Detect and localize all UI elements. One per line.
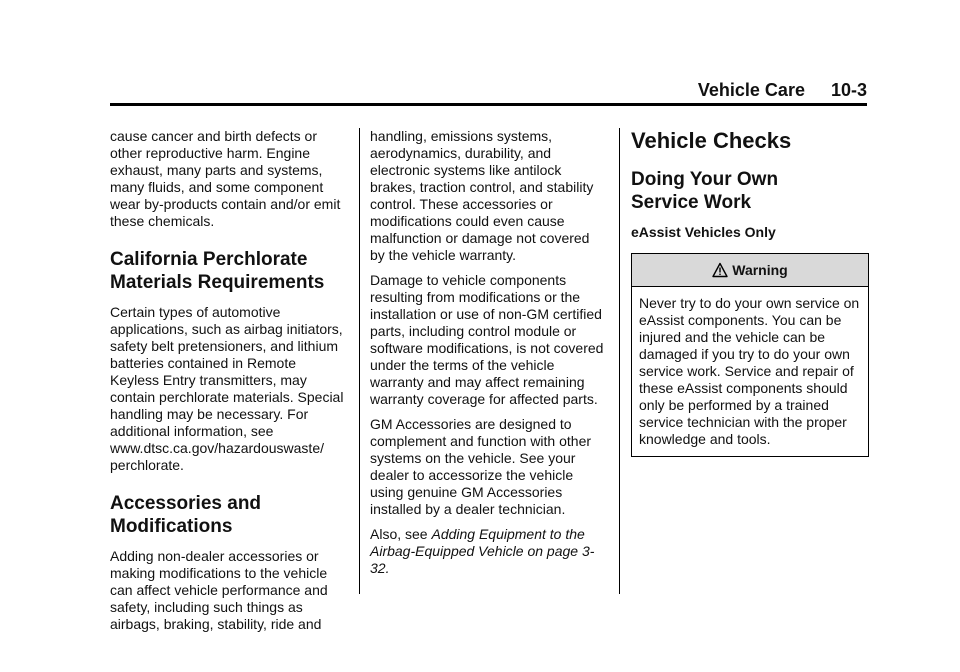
heading-california-perchlorate: California Perchlorate Materials Requirements bbox=[110, 249, 325, 293]
cross-reference-link[interactable]: Adding Equipment to the Airbag-Equipped Vehicle on page 3-32. bbox=[370, 526, 595, 576]
warning-body bbox=[632, 287, 868, 456]
warning-text: Never try to do your own service on eAssist components. You can be injured and the vehicle can be damaged if you try to do your own service work. Service and repair of these eAssist components should only be performed by a trained service technician with the proper knowledge and tools. bbox=[639, 295, 860, 447]
warning-title-bar bbox=[632, 254, 868, 287]
header-rule bbox=[110, 103, 867, 106]
intro-paragraph: cause cancer and birth defects or other reproductive harm. Engine exhaust, many parts and systems, many fluids, and some component wear by-products contain and/or emit these chemicals. bbox=[110, 128, 341, 229]
warning-box bbox=[631, 253, 869, 457]
damage-paragraph: Damage to vehicle components resulting from modifications or the installation or use of non-GM certified parts, including control module or software modifications, is not covered under the terms of the vehicle warranty and may affect remaining warranty coverage for affected parts. bbox=[370, 272, 604, 407]
page-number: 10-3 bbox=[830, 80, 867, 100]
column-divider-1 bbox=[359, 128, 360, 594]
column-2 bbox=[370, 128, 608, 585]
accessories-paragraph: Adding non-dealer accessories or making modifications to the vehicle can affect vehicle performance and safety, including such things as airbags, braking, stability, ride and bbox=[110, 548, 328, 632]
column-3 bbox=[631, 128, 868, 457]
heading-vehicle-checks: Vehicle Checks bbox=[631, 128, 792, 153]
also-see-paragraph: Also, see Adding Equipment to the Airbag-Equipped Vehicle on page 3-32. bbox=[370, 526, 595, 576]
section-title: Vehicle Care bbox=[697, 80, 805, 100]
page-header bbox=[110, 80, 867, 104]
gm-accessories-paragraph: GM Accessories are designed to complement and function with other systems on the vehicle. See your dealer to accessorize the vehicle using genuine GM Accessories installed by a dealer technician. bbox=[370, 416, 592, 517]
column-1 bbox=[110, 128, 348, 641]
warning-icon bbox=[712, 262, 728, 278]
continued-paragraph: handling, emissions systems, aerodynamics, durability, and electronic systems like antilock brakes, traction control, and stability control. These accessories or modifications could even cause malfunction or damage not covered by the vehicle warranty. bbox=[370, 128, 594, 263]
heading-accessories-modifications: Accessories and Modifications bbox=[110, 493, 262, 537]
eassist-subhead: eAssist Vehicles Only bbox=[631, 224, 776, 240]
heading-doing-your-own-service-work: Doing Your Own Service Work bbox=[631, 169, 779, 213]
column-divider-2 bbox=[619, 128, 620, 594]
warning-title: Warning bbox=[732, 262, 788, 278]
perchlorate-paragraph: Certain types of automotive applications, such as airbag initiators, safety belt pretensioners, and lithium batteries contained in Remote Keyless Entry transmitters, may contain perchlorate materials. Special handling may be necessary. For additional information, see www.dtsc.ca.gov/hazardouswaste/ perchlorate. bbox=[110, 304, 344, 473]
